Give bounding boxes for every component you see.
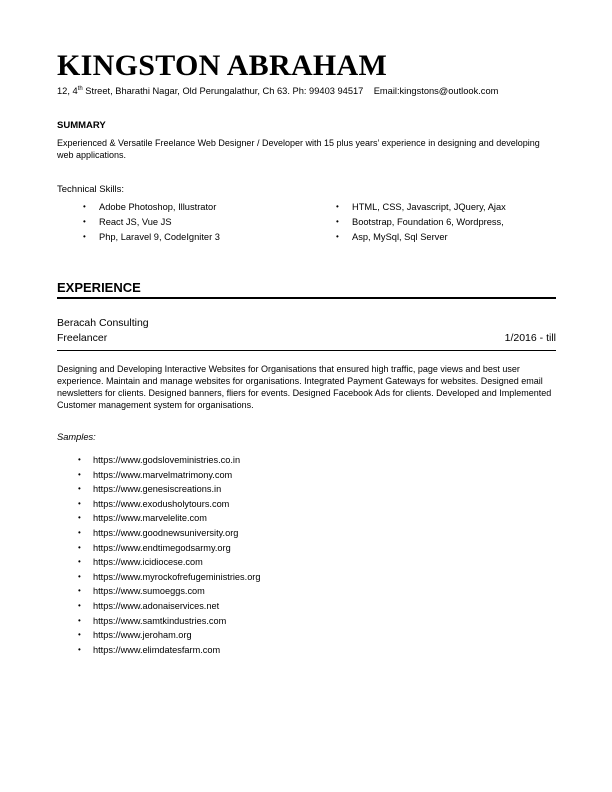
skills-list-right (333, 201, 506, 246)
sample-url: • https://www.elimdatesfarm.com (74, 644, 260, 659)
skill-item: • React JS, Vue JS (80, 216, 220, 231)
sample-url: • https://www.goodnewsuniversity.org (74, 527, 260, 542)
sample-url: • https://www.endtimegodsarmy.org (74, 542, 260, 557)
skill-item: • Bootstrap, Foundation 6, Wordpress, (333, 216, 506, 231)
contact-line (57, 83, 498, 97)
job-dates: 1/2016 - till (504, 332, 556, 344)
company-name: Beracah Consulting (57, 317, 149, 329)
sample-url: • https://www.marvelelite.com (74, 512, 260, 527)
sample-url: • https://www.myrockofrefugeministries.org (74, 571, 260, 586)
sample-url: • https://www.sumoeggs.com (74, 585, 260, 600)
address-start: 12, 4 (57, 86, 78, 97)
skill-item: • Php, Laravel 9, CodeIgniter 3 (80, 231, 220, 246)
skills-list-left (80, 201, 220, 246)
sample-url: • https://www.jeroham.org (74, 629, 260, 644)
job-role: Freelancer (57, 332, 108, 344)
samples-label: Samples: (57, 432, 96, 442)
sample-url: • https://www.genesiscreations.in (74, 483, 260, 498)
sample-url: • https://www.marvelmatrimony.com (74, 469, 260, 484)
section-divider (57, 297, 556, 299)
sample-url: • https://www.adonaiservices.net (74, 600, 260, 615)
skills-label: Technical Skills: (57, 184, 125, 195)
experience-heading: EXPERIENCE (57, 280, 141, 295)
skill-item: • HTML, CSS, Javascript, JQuery, Ajax (333, 201, 506, 216)
skill-item: • Asp, MySql, Sql Server (333, 231, 506, 246)
samples-list (74, 454, 260, 658)
sample-url: • https://www.samtkindustries.com (74, 615, 260, 630)
summary-heading: SUMMARY (57, 120, 106, 131)
job-description: Designing and Developing Interactive Websites for Organisations that ensured high traffic, page views and best user experience. Maintain and manage websites for organisations. Integrated Payment Gateways for websites. Designed email newsletters for clients. Designed banners, fliers for events. Designed Facebook Ads for clients. Developed and Implemented Customer management system for organisations. (57, 364, 552, 410)
job-divider (57, 350, 556, 351)
email: Email:kingstons@outlook.com (373, 86, 499, 97)
skill-item: • Adobe Photoshop, Illustrator (80, 201, 220, 216)
address-ordinal: th (77, 86, 83, 92)
address-rest: Street, Bharathi Nagar, Old Perungalathur, Ch 63. Ph: 99403 94517 (82, 86, 364, 97)
sample-url: • https://www.exodusholytours.com (74, 498, 260, 513)
sample-url: • https://www.godsloveministries.co.in (74, 454, 260, 469)
candidate-name: KINGSTON ABRAHAM (57, 49, 388, 82)
sample-url: • https://www.icidiocese.com (74, 556, 260, 571)
summary-text: Experienced & Versatile Freelance Web Designer / Developer with 15 plus years’ experience in designing and developing web applications. (57, 138, 540, 160)
